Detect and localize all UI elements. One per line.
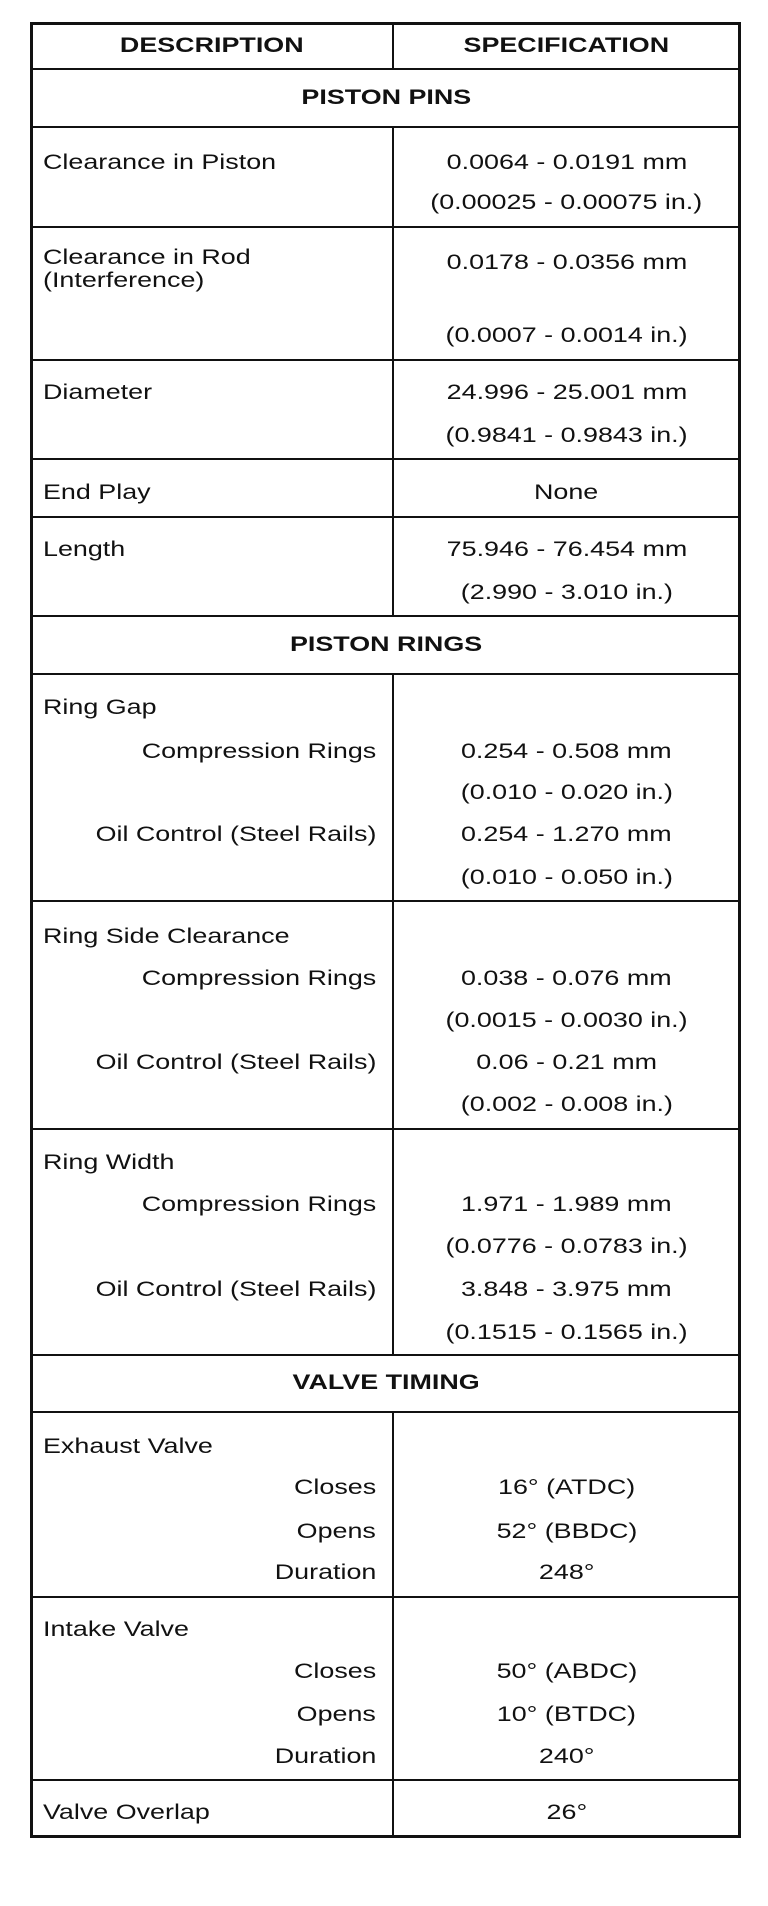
divider xyxy=(31,1596,741,1598)
row-spec: (0.0776 - 0.0783 in.) xyxy=(445,1235,688,1258)
row-desc: Clearance in Rod xyxy=(43,246,251,269)
row-spec: 3.848 - 3.975 mm xyxy=(461,1278,672,1301)
row-sublabel: Oil Control (Steel Rails) xyxy=(95,823,376,846)
row-spec: 1.971 - 1.989 mm xyxy=(461,1193,672,1216)
divider xyxy=(31,226,741,228)
row-desc: End Play xyxy=(43,481,151,504)
divider xyxy=(31,1128,741,1130)
row-spec: 248° xyxy=(538,1561,595,1584)
row-desc: Clearance in Piston xyxy=(43,151,277,174)
row-desc: Length xyxy=(43,538,126,561)
row-spec: (0.0007 - 0.0014 in.) xyxy=(445,324,688,347)
row-desc: Diameter xyxy=(43,381,153,404)
section-title-valve-timing: VALVE TIMING xyxy=(292,1371,480,1394)
divider xyxy=(31,900,741,902)
row-sublabel: Compression Rings xyxy=(141,1193,376,1216)
row-sublabel: Oil Control (Steel Rails) xyxy=(95,1051,376,1074)
row-desc: Intake Valve xyxy=(43,1618,189,1641)
divider xyxy=(31,1411,741,1413)
row-desc: Exhaust Valve xyxy=(43,1435,213,1458)
column-header-specification: SPECIFICATION xyxy=(463,34,670,57)
row-sublabel: Compression Rings xyxy=(141,967,376,990)
divider xyxy=(31,516,741,518)
row-spec: None xyxy=(534,481,599,504)
row-spec: (0.010 - 0.050 in.) xyxy=(460,866,673,889)
row-desc: Ring Side Clearance xyxy=(43,925,290,948)
divider xyxy=(31,1354,741,1356)
divider xyxy=(31,673,741,675)
row-sublabel: Closes xyxy=(293,1660,376,1683)
row-spec: (0.9841 - 0.9843 in.) xyxy=(445,424,688,447)
row-desc: (Interference) xyxy=(43,269,205,292)
row-spec: 50° (ABDC) xyxy=(496,1660,637,1683)
row-spec: 75.946 - 76.454 mm xyxy=(446,538,687,561)
divider xyxy=(31,1779,741,1781)
row-spec: 0.254 - 0.508 mm xyxy=(461,740,672,763)
row-desc: Valve Overlap xyxy=(43,1801,210,1824)
row-spec: 0.0064 - 0.0191 mm xyxy=(446,151,687,174)
section-title-piston-pins: PISTON PINS xyxy=(301,86,471,109)
row-spec: 0.254 - 1.270 mm xyxy=(461,823,672,846)
row-spec: (0.0015 - 0.0030 in.) xyxy=(445,1009,688,1032)
row-sublabel: Opens xyxy=(296,1703,376,1726)
divider xyxy=(31,359,741,361)
section-title-piston-rings: PISTON RINGS xyxy=(289,633,483,656)
divider xyxy=(31,68,741,70)
row-spec: 0.038 - 0.076 mm xyxy=(461,967,672,990)
table-border-left xyxy=(30,22,33,1838)
table-border-bottom xyxy=(31,1835,741,1838)
divider xyxy=(31,615,741,617)
row-sublabel: Duration xyxy=(274,1561,376,1584)
divider xyxy=(31,126,741,128)
row-sublabel: Closes xyxy=(293,1476,376,1499)
column-header-description: DESCRIPTION xyxy=(120,34,304,57)
row-spec: 52° (BBDC) xyxy=(496,1520,637,1543)
row-sublabel: Duration xyxy=(274,1745,376,1768)
row-spec: 0.0178 - 0.0356 mm xyxy=(446,251,687,274)
row-spec: 26° xyxy=(546,1801,587,1824)
row-spec: (0.1515 - 0.1565 in.) xyxy=(445,1321,688,1344)
row-spec: (0.00025 - 0.00075 in.) xyxy=(430,191,703,214)
row-spec: (0.002 - 0.008 in.) xyxy=(460,1093,673,1116)
row-spec: (2.990 - 3.010 in.) xyxy=(460,581,673,604)
row-sublabel: Compression Rings xyxy=(141,740,376,763)
divider xyxy=(31,458,741,460)
row-spec: 240° xyxy=(538,1745,595,1768)
row-desc: Ring Width xyxy=(43,1151,175,1174)
row-spec: 16° (ATDC) xyxy=(497,1476,636,1499)
row-desc: Ring Gap xyxy=(43,696,157,719)
row-spec: 0.06 - 0.21 mm xyxy=(476,1051,657,1074)
row-sublabel: Oil Control (Steel Rails) xyxy=(95,1278,376,1301)
row-spec: 24.996 - 25.001 mm xyxy=(446,381,687,404)
row-spec: 10° (BTDC) xyxy=(496,1703,637,1726)
row-spec: (0.010 - 0.020 in.) xyxy=(460,781,673,804)
row-sublabel: Opens xyxy=(296,1520,376,1543)
table-border-top xyxy=(31,22,741,25)
